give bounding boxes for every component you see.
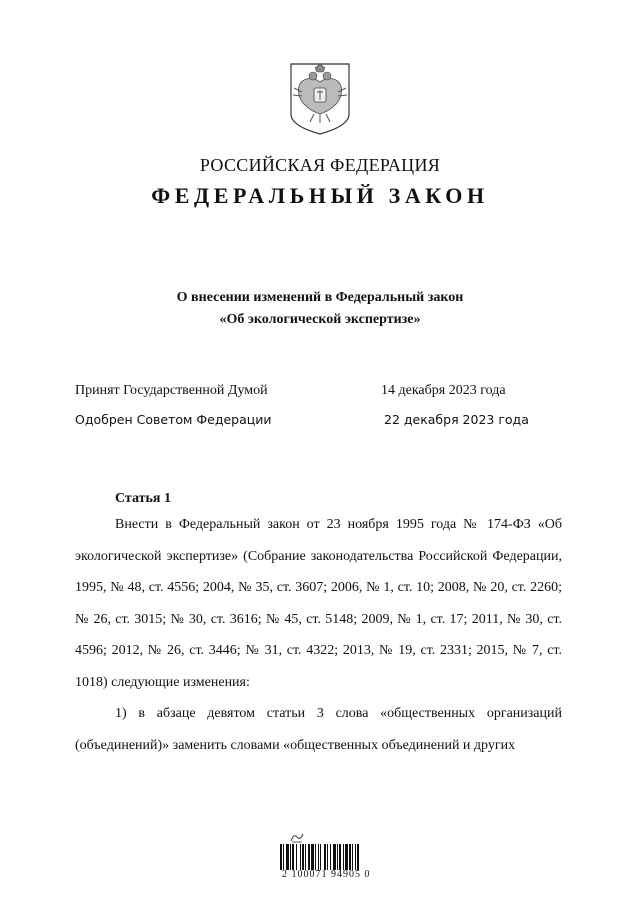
council-approval-label: Одобрен Советом Федерации: [75, 412, 272, 427]
duma-adoption-date: 14 декабря 2023 года: [381, 383, 506, 398]
council-approval-date: 22 декабря 2023 года: [384, 412, 529, 427]
law-title-line-2: «Об экологической экспертизе»: [219, 312, 421, 327]
coat-of-arms-icon: [288, 62, 352, 136]
barcode-number: 2 100071 94905 0: [282, 869, 371, 880]
document-type-heading: ФЕДЕРАЛЬНЫЙ ЗАКОН: [151, 183, 489, 208]
article-heading: Статья 1: [115, 491, 171, 506]
barcode-icon: [279, 844, 363, 870]
registration-mark-icon: [289, 831, 305, 843]
duma-adoption-label: Принят Государственной Думой: [75, 383, 268, 398]
article-item-1-paragraph: 1) в абзаце девятом статьи 3 слова «общественных организаций (объединений)» заменить словами «общественных объединений и других: [75, 706, 562, 753]
article-intro-paragraph: Внести в Федеральный закон от 23 ноября 1995 года № 174-ФЗ «Об экологической экспертизе» (Собрание законодательства Российской Федерации, 1995, № 48, ст. 4556; 2004, № 35, ст. 3607; 2006, № 1, ст. 10; 2008, № 20, ст. 2260; № 26, ст. 3015; № 30, ст. 3616; № 45, ст. 5148; 2009, № 1, ст. 17; 2011, № 30, ст. 4596; 2012, № 26, ст. 3446; № 31, ст. 4322; 2013, № 19, ст. 2331; 2015, № 7, ст. 1018) следующие изменения:: [75, 517, 562, 690]
law-title-line-1: О внесении изменений в Федеральный закон: [176, 290, 464, 305]
article-body: [75, 509, 562, 761]
country-heading: РОССИЙСКАЯ ФЕДЕРАЦИЯ: [199, 155, 441, 175]
